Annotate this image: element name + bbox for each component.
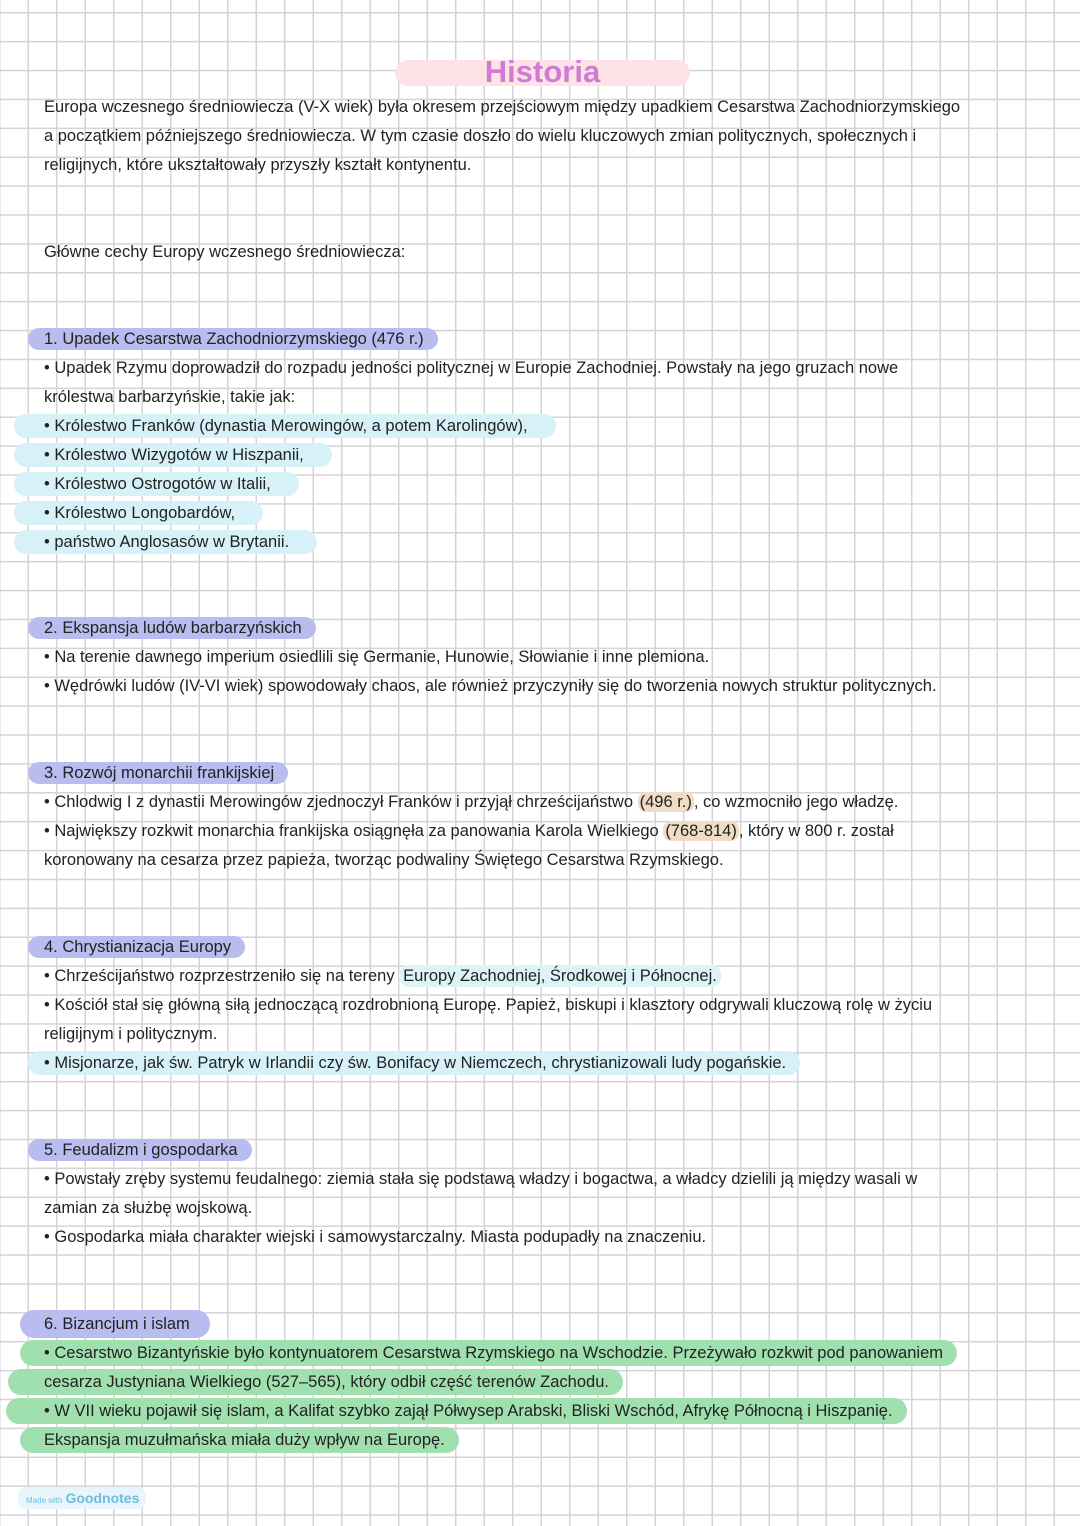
text-line: koronowany na cesarza przez papieża, tworząc podwaliny Świętego Cesarstwa Rzymskiego. — [44, 851, 724, 869]
highlighted-line: • Cesarstwo Bizantyńskie było kontynuatorem Cesarstwa Rzymskiego na Wschodzie. Przeżywało rozkwit pod panowaniem — [20, 1340, 957, 1366]
text: , który w 800 r. został — [738, 822, 894, 840]
text-line — [44, 965, 721, 987]
text-line: • Upadek Rzymu doprowadził do rozpadu jedności politycznej w Europie Zachodniej. Powstały na jego gruzach nowe — [44, 359, 899, 377]
intro-line: religijnych, które ukształtowały przyszły kształt kontynentu. — [44, 156, 472, 174]
watermark-brand: Goodnotes — [65, 1490, 140, 1506]
highlighted-line: • Królestwo Wizygotów w Hiszpanii, — [14, 443, 332, 467]
text: • Chrześcijaństwo rozprzestrzeniło się na tereny — [44, 967, 400, 985]
text-line — [44, 791, 898, 813]
page-title — [395, 54, 690, 89]
section-heading: 2. Ekspansja ludów barbarzyńskich — [28, 617, 316, 639]
text-line: • Gospodarka miała charakter wiejski i samowystarczalny. Miasta podupadły na znaczeniu. — [44, 1228, 707, 1246]
section-heading: 4. Chrystianizacja Europy — [28, 936, 245, 958]
watermark-small: Made with — [26, 1496, 63, 1505]
highlighted-line: • Królestwo Ostrogotów w Italii, — [14, 472, 299, 496]
section-heading: 5. Feudalizm i gospodarka — [28, 1139, 252, 1161]
text-line: • Na terenie dawnego imperium osiedlili się Germanie, Hunowie, Słowianie i inne plemiona. — [44, 648, 710, 666]
section-heading: 1. Upadek Cesarstwa Zachodniorzymskiego (476 r.) — [28, 328, 438, 350]
intro-line: a początkiem późniejszego średniowiecza. W tym czasie doszło do wielu kluczowych zmian politycznych, społecznych i — [44, 127, 917, 145]
highlighted-line: cesarza Justyniana Wielkiego (527–565), który odbił część terenów Zachodu. — [8, 1369, 623, 1395]
text-line: królestwa barbarzyńskie, takie jak: — [44, 388, 296, 406]
section-heading: 3. Rozwój monarchii frankijskiej — [28, 762, 288, 784]
intro-line: Europa wczesnego średniowiecza (V-X wiek) była okresem przejściowym między upadkiem Cesarstwa Zachodniorzymskiego — [44, 98, 961, 116]
highlighted-date: (768-814) — [665, 822, 737, 840]
highlighted-line: • Misjonarze, jak św. Patryk w Irlandii czy św. Bonifacy w Niemczech, chrystianizowali ludy pogańskie. — [28, 1051, 800, 1075]
highlighted-line: • Królestwo Franków (dynastia Merowingów, a potem Karolingów), — [14, 414, 556, 438]
text-line: religijnym i politycznym. — [44, 1025, 218, 1043]
text: • Chlodwig I z dynastii Merowingów zjednoczył Franków i przyjął chrześcijaństwo — [44, 793, 638, 811]
text: • Największy rozkwit monarchia frankijska osiągnęła za panowania Karola Wielkiego — [44, 822, 664, 840]
text-line: • Powstały zręby systemu feudalnego: ziemia stała się podstawą władzy i bogactwa, a władcy dzielili ją między wasali w — [44, 1170, 918, 1188]
title-text: Historia — [484, 54, 601, 89]
features-heading: Główne cechy Europy wczesnego średniowiecza: — [44, 243, 406, 261]
section-heading: 6. Bizancjum i islam — [20, 1310, 210, 1338]
highlighted-text: Europy Zachodniej, Środkowej i Północnej. — [399, 965, 721, 987]
goodnotes-watermark — [18, 1487, 146, 1509]
highlighted-line: Ekspansja muzułmańska miała duży wpływ na Europę. — [20, 1427, 459, 1453]
text-line: • Wędrówki ludów (IV-VI wiek) spowodowały chaos, ale również przyczyniły się do tworzenia nowych struktur politycznych. — [44, 677, 937, 695]
text-line: • Kościół stał się główną siłą jednoczącą rozdrobnioną Europę. Papież, biskupi i klasztory odgrywali kluczową rolę w życiu — [44, 996, 933, 1014]
highlighted-line: • Królestwo Longobardów, — [14, 501, 263, 525]
highlighted-line: • W VII wieku pojawił się islam, a Kalifat szybko zajął Półwysep Arabski, Bliski Wschód, Afrykę Północną i Hiszpanię. — [6, 1398, 907, 1424]
highlighted-date: (496 r.) — [639, 793, 692, 811]
text-line: zamian za służbę wojskową. — [44, 1199, 253, 1217]
text-line — [44, 820, 894, 842]
text: , co wzmocniło jego władzę. — [693, 793, 899, 811]
highlighted-line: • państwo Anglosasów w Brytanii. — [14, 530, 317, 554]
